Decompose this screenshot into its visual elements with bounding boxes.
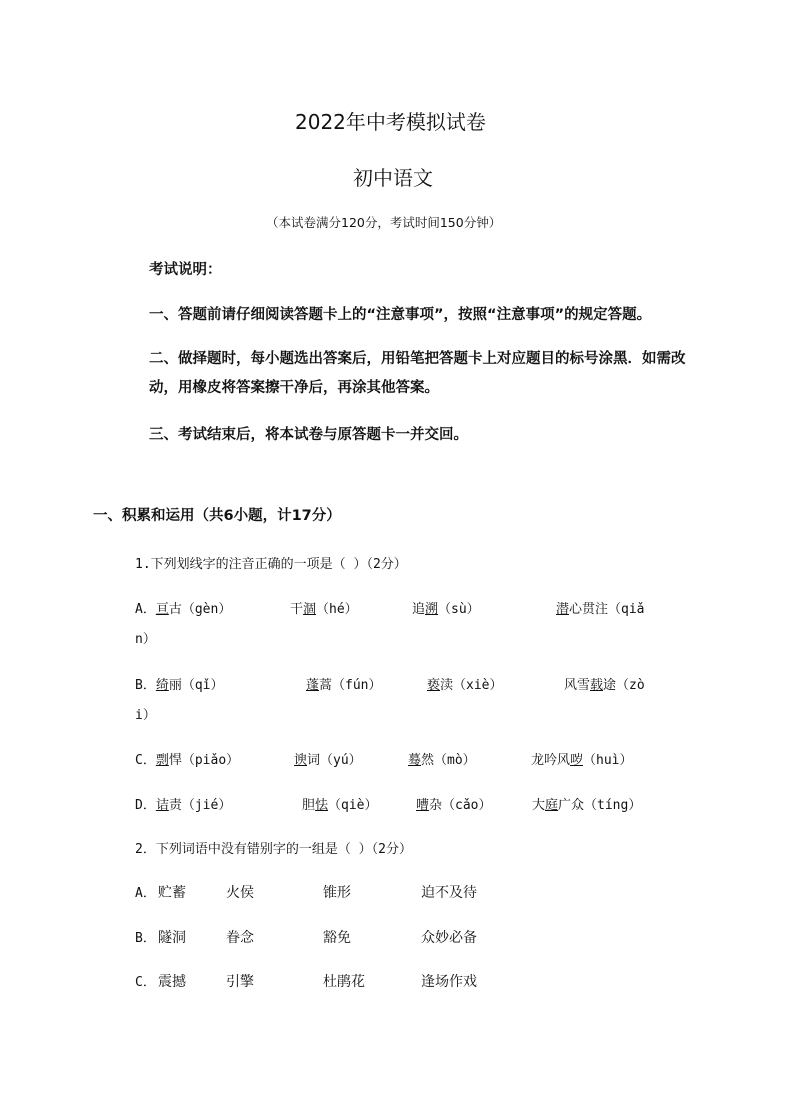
q1-option-b: [135, 674, 224, 693]
q2-c-word-1: 震撼: [158, 974, 186, 990]
q2-a-label: A．: [135, 886, 156, 901]
instructions-heading: 考试说明：: [149, 262, 222, 278]
instruction-2-line2: 动，用橡皮将答案擦干净后，再涂其他答案。: [149, 380, 439, 396]
exam-score-note: （本试卷满分120分，考试时间150分钟）: [266, 215, 502, 230]
q1-option-d: [135, 794, 231, 813]
q2-a-word-2: 火侯: [226, 885, 254, 901]
q2-b-label: B．: [135, 931, 156, 946]
q1-a-wrap: n）: [135, 632, 156, 647]
q1-b-word-3: 亵渎（xiè）: [427, 678, 503, 693]
q2-c-word-4: 逢场作戏: [421, 974, 477, 990]
q1-a-word-1: 亘古（gèn）: [155, 602, 232, 617]
q2-c-word-3: 杜鹃花: [323, 974, 365, 990]
question-2-stem: 2．下列词语中没有错别字的一组是（ ）（2分）: [135, 842, 412, 857]
q1-c-word-4: 龙吟风哕（huì）: [531, 753, 633, 768]
q2-a-word-1: 贮蓄: [158, 885, 186, 901]
exam-subject: 初中语文: [353, 166, 433, 190]
q1-c-word-2: 谀词（yú）: [294, 753, 362, 768]
q1-d-word-4: 大庭广众（tíng）: [532, 798, 642, 813]
q1-a-word-4: 潜心贯注（qiǎ: [556, 602, 645, 617]
q2-b-word-3: 豁免: [323, 930, 351, 946]
instruction-2-line1: 二、做择题时，每小题选出答案后，用铅笔把答题卡上对应题目的标号涂黑．如需改: [149, 351, 686, 367]
exam-title: 2022年中考模拟试卷: [295, 110, 486, 134]
q1-d-word-1: 诘责（jié）: [155, 798, 232, 813]
q1-d-word-2: 胆怯（qiè）: [302, 798, 378, 813]
q2-a-word-4: 迫不及待: [421, 885, 477, 901]
q1-b-word-1: 绮丽（qǐ）: [155, 678, 224, 693]
q1-d-word-3: 嘈杂（cǎo）: [416, 798, 492, 813]
q1-a-word-2: 干涸（hé）: [290, 602, 358, 617]
q1-option-c: [135, 749, 239, 768]
q1-option-a: [135, 598, 231, 617]
instruction-3: 三、考试结束后，将本试卷与原答题卡一并交回。: [149, 427, 468, 443]
question-1-stem: 1.下列划线字的注音正确的一项是（ ）（2分）: [135, 557, 407, 572]
q2-b-word-2: 眷念: [226, 930, 254, 946]
section-1-heading: 一、积累和运用（共6小题，计17分）: [93, 508, 341, 524]
q1-b-wrap: i）: [135, 708, 156, 723]
q1-b-word-4: 风雪载途（zò: [564, 678, 645, 693]
q1-b-label: B．: [135, 678, 156, 693]
q1-b-word-2: 蓬蒿（fún）: [306, 678, 382, 693]
q1-a-word-3: 追溯（sù）: [412, 602, 480, 617]
q1-c-word-3: 蓦然（mò）: [408, 753, 476, 768]
q1-d-label: D．: [135, 798, 156, 813]
instruction-1: 一、答题前请仔细阅读答题卡上的“注意事项”，按照“注意事项”的规定答题。: [149, 307, 652, 323]
q2-b-word-4: 众妙必备: [421, 930, 477, 946]
q1-c-label: C．: [135, 753, 156, 768]
q1-a-label: A．: [135, 602, 156, 617]
q2-b-word-1: 隧洞: [158, 930, 186, 946]
q2-c-word-2: 引擎: [226, 974, 254, 990]
q1-c-word-1: 剽悍（piǎo）: [155, 753, 240, 768]
q2-a-word-3: 锥形: [323, 885, 351, 901]
q2-c-label: C．: [135, 975, 156, 990]
